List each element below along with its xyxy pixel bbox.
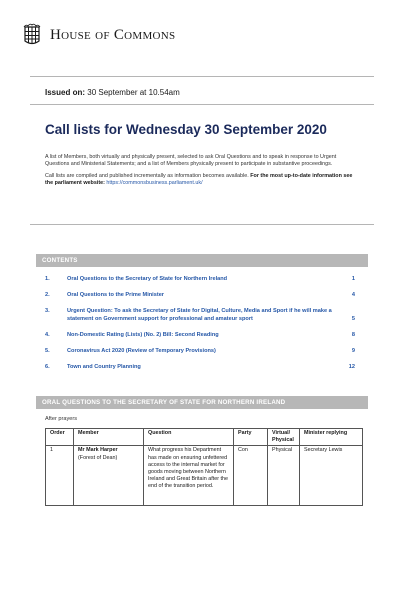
parliament-website-link[interactable]: https://commonsbusiness.parliament.uk/ [106,180,203,187]
intro-paragraph: A list of Members, both virtually and physically present, selected to ask Oral Questions and to speak in response to Urgent Questions and Ministerial Statements; and a list of Members physically present to participate in substantive proceedings. [45,154,337,168]
order-cell: 1 [46,446,74,506]
column-header-virtual-physical: Virtual/ Physical [268,429,300,446]
mode-cell: Physical [268,446,300,506]
contents-item-page: 9 [351,347,355,354]
page-title: Call lists for Wednesday 30 September 2020 [45,122,327,137]
member-cell [74,446,144,506]
contents-item-number: 1. [45,276,50,282]
contents-item-text: Town and Country Planning [67,364,141,371]
issued-label: Issued on: [45,88,86,97]
contents-item-page: 4 [351,292,355,299]
contents-item-text: Non-Domestic Rating (Lists) (No. 2) Bill: Second Reading [67,331,219,338]
organisation-name: House of Commons [50,26,176,43]
section-heading: ORAL QUESTIONS TO THE SECRETARY OF STATE FOR NORTHERN IRELAND [36,396,368,409]
minister-cell: Secretary Lewis [300,446,363,506]
party-cell: Con [234,446,268,506]
contents-item-page: 5 [351,315,355,322]
divider [30,224,374,225]
section-subheading: After prayers [45,416,78,422]
contents-item-text: Urgent Question: To ask the Secretary of State for Digital, Culture, Media and Sport if he will make a statement on Government support for professional and amateur sport [67,308,332,322]
contents-item[interactable] [45,308,355,323]
table-row [46,446,363,506]
intro-lead: Call lists are compiled and published incrementally as information becomes available. [45,172,249,179]
contents-item[interactable] [45,276,355,284]
column-header-question: Question [144,429,234,446]
column-header-order: Order [46,429,74,446]
table-header-row [46,429,363,446]
question-cell: What progress his Department has made on ensuring unfettered access to the internal market for goods moving between Northern Ireland and Great Britain after the end of the transition period. [144,446,234,506]
contents-item-number: 3. [45,308,50,315]
contents-item-number: 5. [45,347,50,354]
divider [30,76,374,77]
divider [30,104,374,105]
member-name: Mr Mark Harper [78,447,118,454]
contents-list [45,276,355,372]
contents-item-text: Coronavirus Act 2020 (Review of Temporary Provisions) [67,347,216,354]
contents-item-text: Oral Questions to the Secretary of State for Northern Ireland [67,276,228,282]
contents-item-page: 8 [351,331,355,338]
contents-heading: CONTENTS [36,254,368,267]
member-constituency: (Forest of Dean) [78,454,118,461]
page-header [22,22,175,48]
issued-line [45,88,180,97]
issued-value: 30 September at 10.54am [87,88,180,97]
contents-item[interactable] [45,364,355,372]
contents-item[interactable] [45,348,355,356]
intro-strong: For the most up-to-date information see the parliament website: [45,172,353,187]
contents-item[interactable] [45,292,355,300]
call-list-table [45,428,363,506]
contents-item-page: 12 [348,364,355,371]
contents-item-number: 4. [45,331,50,338]
intro-text [45,154,355,192]
intro-paragraph [45,173,355,188]
contents-item-text: Oral Questions to the Prime Minister [67,292,164,299]
contents-item-page: 1 [351,276,355,282]
column-header-party: Party [234,429,268,446]
column-header-minister: Minister replying [300,429,363,446]
portcullis-logo-icon [22,23,42,47]
column-header-member: Member [74,429,144,446]
contents-item[interactable] [45,332,355,340]
contents-item-number: 6. [45,364,50,371]
contents-item-number: 2. [45,292,50,299]
